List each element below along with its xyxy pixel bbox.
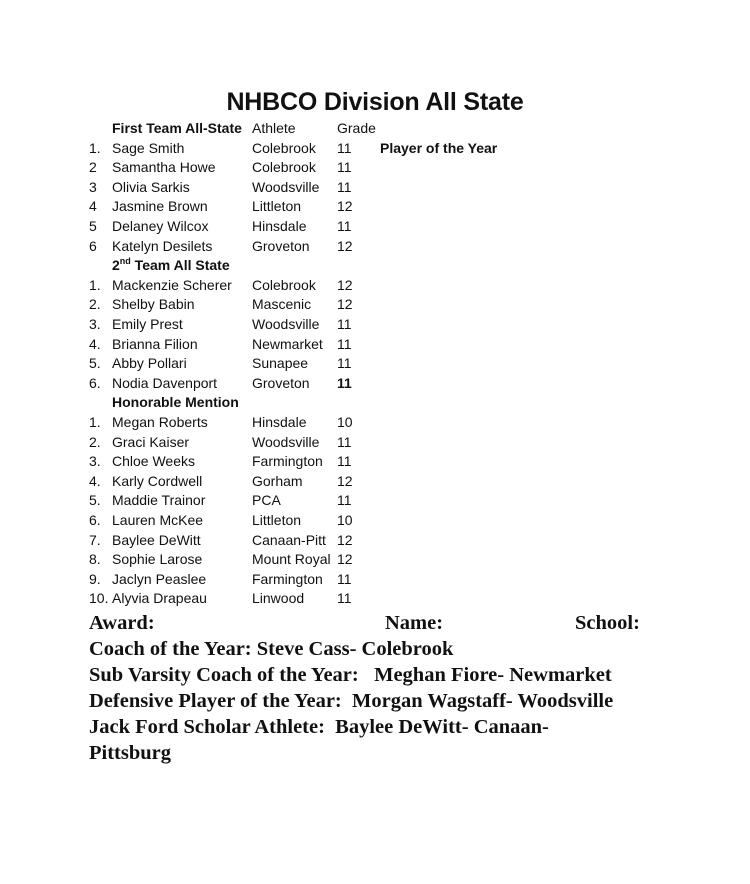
row-number: 1. — [89, 276, 101, 293]
row-number: 1. — [89, 139, 101, 156]
row-number: 6. — [89, 374, 101, 391]
athlete-grade: 10 — [337, 414, 353, 430]
athlete-grade: 11 — [337, 335, 352, 352]
athlete-grade: 11 — [337, 355, 352, 372]
row-number: 2. — [89, 296, 101, 313]
athlete-grade: 12 — [337, 276, 353, 293]
athlete-name: Megan Roberts — [112, 414, 208, 430]
row-number: 8. — [89, 551, 101, 568]
athlete-name: Shelby Babin — [112, 296, 195, 313]
row-number: 4 — [89, 198, 97, 215]
athlete-school: Groveton — [252, 237, 310, 254]
row-number: 5 — [89, 218, 97, 234]
athlete-school: Farmington — [252, 453, 323, 470]
athlete-school: PCA — [252, 492, 281, 509]
athlete-school: Colebrook — [252, 276, 316, 293]
row-number: 3 — [89, 178, 97, 195]
athlete-school: Sunapee — [252, 355, 309, 372]
first-team-heading: First Team All-State — [112, 120, 242, 136]
athlete-name: Abby Pollari — [112, 355, 187, 372]
athlete-name: Graci Kaiser — [112, 433, 190, 450]
athlete-name: Lauren McKee — [112, 512, 204, 528]
athlete-name: Katelyn Desilets — [112, 237, 213, 254]
award-scholar-athlete-continued: Pittsburg — [89, 742, 171, 764]
heading-text: Honorable Mention — [112, 394, 239, 411]
athlete-school: Mount Royal — [252, 551, 331, 568]
athlete-name: Sophie Larose — [112, 551, 203, 568]
athlete-grade: 12 — [337, 237, 353, 254]
athlete-name: Jaclyn Peaslee — [112, 570, 207, 587]
athlete-name: Delaney Wilcox — [112, 218, 209, 234]
athlete-name: Sage Smith — [112, 139, 185, 156]
athlete-name: Emily Prest — [112, 316, 183, 332]
row-number: 3. — [89, 453, 101, 470]
row-number: 1. — [89, 414, 101, 430]
award-sub-varsity-coach: Sub Varsity Coach of the Year: Meghan Fiore- Newmarket — [89, 664, 612, 686]
award-scholar-athlete: Jack Ford Scholar Athlete: Baylee DeWitt- Canaan- — [89, 716, 549, 738]
athlete-grade: 11 — [337, 139, 352, 156]
athlete-grade: 12 — [337, 198, 353, 215]
grade-column-header: Grade — [337, 120, 376, 136]
page-title: NHBCO Division All State — [226, 88, 524, 116]
athlete-name: Alyvia Drapeau — [112, 590, 207, 607]
row-number: 7. — [89, 531, 101, 548]
row-number: 2. — [89, 433, 101, 450]
athlete-school: Colebrook — [252, 139, 316, 156]
athlete-name: Samantha Howe — [112, 159, 216, 176]
athlete-school: Littleton — [252, 198, 302, 215]
athlete-name: Karly Cordwell — [112, 472, 203, 489]
athlete-grade: 11 — [337, 590, 352, 607]
athlete-name: Jasmine Brown — [112, 198, 208, 215]
athlete-name: Maddie Trainor — [112, 492, 206, 509]
heading-ordinal: 2 — [112, 257, 120, 274]
athlete-school: Hinsdale — [252, 218, 307, 234]
athlete-school: Groveton — [252, 374, 310, 391]
athlete-school: Woodsville — [252, 178, 320, 195]
athlete-grade: 12 — [337, 296, 353, 313]
athlete-name: Baylee DeWitt — [112, 531, 201, 548]
athlete-school: Colebrook — [252, 159, 316, 176]
row-number: 6 — [89, 237, 97, 254]
row-number: 4. — [89, 335, 101, 352]
athlete-school: Woodsville — [252, 433, 320, 450]
row-number: 6. — [89, 512, 101, 528]
athlete-grade: 11 — [337, 570, 352, 587]
row-number: 10. — [89, 590, 109, 607]
athlete-grade: 11 — [337, 178, 352, 195]
athlete-column-header: Athlete — [252, 120, 296, 136]
athlete-grade: 10 — [337, 512, 353, 528]
athlete-school: Littleton — [252, 512, 302, 528]
heading-text: Team All State — [130, 257, 230, 274]
row-number: 5. — [89, 492, 101, 509]
athlete-school: Linwood — [252, 590, 305, 607]
row-number: 3. — [89, 316, 101, 332]
athlete-name: Mackenzie Scherer — [112, 276, 232, 293]
athlete-grade: 11 — [337, 433, 352, 450]
athlete-grade: 12 — [337, 472, 353, 489]
athlete-name: Olivia Sarkis — [112, 178, 190, 195]
athlete-grade: 11 — [337, 374, 352, 391]
athlete-school: Woodsville — [252, 316, 320, 332]
athlete-school: Newmarket — [252, 335, 323, 352]
athlete-grade: 11 — [337, 218, 352, 234]
athlete-name: Nodia Davenport — [112, 374, 218, 391]
row-number: 9. — [89, 570, 101, 587]
athlete-name: Brianna Filion — [112, 335, 198, 352]
athlete-grade: 12 — [337, 531, 353, 548]
school-column-label: School: — [575, 612, 640, 634]
athlete-school: Hinsdale — [252, 414, 307, 430]
award-defensive-player: Defensive Player of the Year: Morgan Wagstaff- Woodsville — [89, 690, 614, 712]
award-coach-of-year: Coach of the Year: Steve Cass- Colebrook — [89, 638, 454, 660]
athlete-school: Canaan-Pitt — [252, 531, 326, 548]
athlete-grade: 11 — [337, 492, 352, 509]
athlete-school: Gorham — [252, 472, 303, 489]
athlete-grade: 11 — [337, 316, 352, 332]
row-number: 2 — [89, 159, 97, 176]
name-column-label: Name: — [385, 612, 444, 634]
athlete-grade: 11 — [337, 453, 352, 470]
award-column-label: Award: — [89, 612, 155, 634]
heading-ordinal-suffix: nd — [119, 255, 131, 266]
athlete-grade: 12 — [337, 551, 353, 568]
row-number: 5. — [89, 355, 101, 372]
row-number: 4. — [89, 472, 101, 489]
athlete-school: Farmington — [252, 570, 323, 587]
athlete-grade: 11 — [337, 159, 352, 176]
athlete-name: Chloe Weeks — [112, 453, 196, 470]
player-of-the-year-label: Player of the Year — [380, 139, 498, 156]
athlete-school: Mascenic — [252, 296, 312, 313]
